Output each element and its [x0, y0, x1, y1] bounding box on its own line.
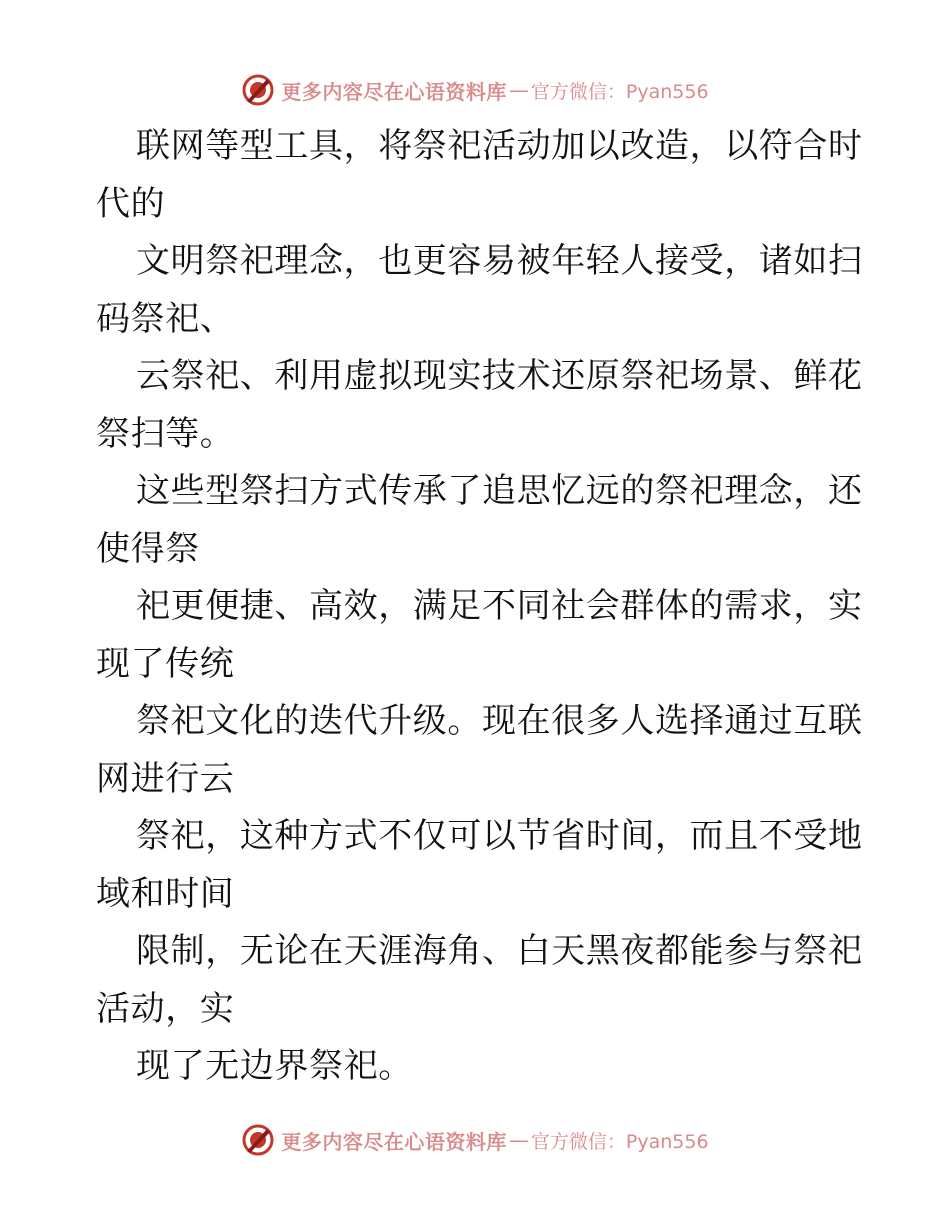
paragraph: [96, 1038, 856, 1096]
paragraph: [96, 233, 863, 348]
paragraph-wrap: 祭扫等。: [96, 413, 235, 454]
paragraph: [96, 118, 863, 233]
quill-seal-icon: [241, 1123, 275, 1157]
banner-separator: —: [508, 78, 529, 102]
quill-seal-icon: [241, 73, 275, 107]
paragraph-line: 祀更便捷、高效，满足不同社会群体的需求，实: [136, 586, 863, 626]
paragraph-line: 限制，无论在天涯海角、白天黑夜都能参与祭祀: [136, 931, 863, 971]
paragraph: [96, 693, 863, 808]
document-body: [96, 118, 863, 1096]
banner-site-name: 更多内容尽在心语资料库: [281, 1129, 507, 1154]
paragraph-wrap: 活动，实: [96, 988, 235, 1029]
paragraph-line: 联网等型工具，将祭祀活动加以改造，以符合时: [136, 126, 863, 166]
banner-wechat: 官方微信：Pyan556: [530, 80, 709, 103]
footer-banner: [0, 1120, 950, 1160]
paragraph-wrap: 码祭祀、: [96, 298, 235, 339]
paragraph: [96, 578, 863, 693]
paragraph-wrap: 域和时间: [96, 873, 235, 914]
paragraph-line: 现了无边界祭祀。: [136, 1046, 413, 1086]
paragraph: [96, 923, 863, 1038]
paragraph: [96, 348, 863, 463]
banner-site-name: 更多内容尽在心语资料库: [281, 79, 507, 104]
paragraph-line: 祭祀，这种方式不仅可以节省时间，而且不受地: [136, 816, 863, 856]
paragraph: [96, 463, 863, 578]
paragraph-wrap: 网进行云: [96, 758, 235, 799]
banner-separator: —: [508, 1128, 529, 1152]
paragraph-line: 这些型祭扫方式传承了追思忆远的祭祀理念，还: [136, 471, 863, 511]
paragraph-line: 祭祀文化的迭代升级。现在很多人选择通过互联: [136, 701, 863, 741]
paragraph-wrap: 代的: [96, 183, 166, 224]
paragraph-wrap: 使得祭: [96, 528, 200, 569]
header-banner: [0, 70, 950, 110]
paragraph-wrap: 现了传统: [96, 643, 235, 684]
banner-wechat: 官方微信：Pyan556: [530, 1130, 709, 1153]
paragraph-line: 云祭祀、利用虚拟现实技术还原祭祀场景、鲜花: [136, 356, 863, 396]
paragraph-line: 文明祭祀理念，也更容易被年轻人接受，诸如扫: [136, 241, 863, 281]
paragraph: [96, 808, 863, 923]
